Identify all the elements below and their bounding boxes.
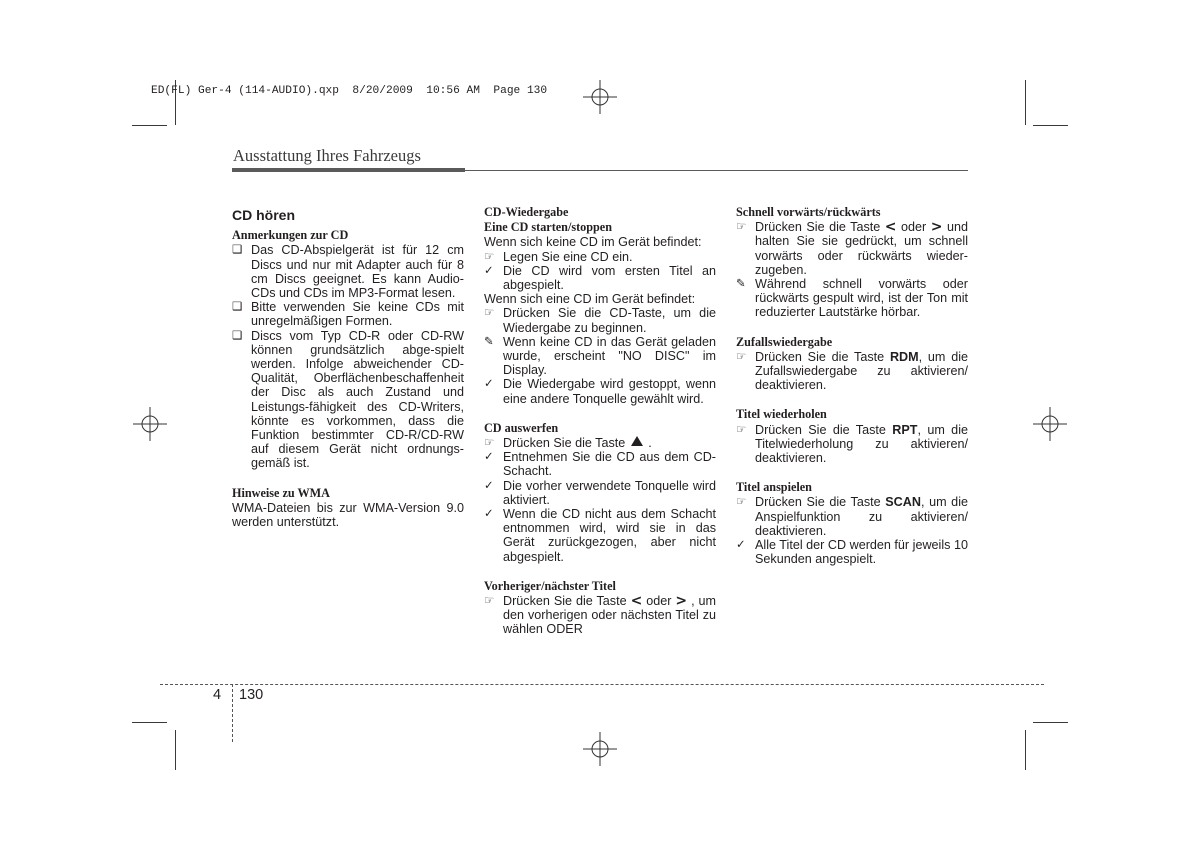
list-item: ❑ Das CD-Abspielgerät ist für 12 cm Discs und nur mit Adapter auch für 8 cm Discs geeignet. Es kann Audio-CDs und CDs im MP3-Format lesen.	[232, 243, 464, 301]
crop-mark	[1033, 125, 1068, 126]
list-item: ✓ Alle Titel der CD werden für jeweils 10 Sekunden angespielt.	[736, 538, 968, 567]
crop-mark	[175, 730, 176, 770]
crop-mark	[132, 125, 167, 126]
list-item: ❑ Discs vom Typ CD-R oder CD-RW können grundsätzlich abge-spielt werden. Infolge abweichender CD-Qualität, Oberflächenbeschaffenheit der Disc als auch Zustand und Leistungs-fähigkeit des CD-Writers, könnte es vorkommen, dass die Funktion bestimmter CD-R/CD-RW auf diesem Gerät nicht ordnungs-gemäß ist.	[232, 328, 464, 471]
list-item: ✓ Die Wiedergabe wird gestoppt, wenn eine andere Tonquelle gewählt wird.	[484, 377, 716, 406]
check-icon: ✓	[484, 264, 494, 277]
check-icon: ✓	[484, 378, 494, 391]
list-item: ❑ Bitte verwenden Sie keine CDs mit unregelmäßigen Formen.	[232, 300, 464, 329]
pointing-hand-icon: ☞	[484, 595, 495, 608]
pointing-hand-icon: ☞	[484, 250, 495, 263]
footer-divider	[232, 684, 233, 742]
column-3	[736, 205, 968, 566]
chapter-number: 4	[213, 687, 222, 703]
section-heading: Anmerkungen zur CD	[232, 228, 349, 243]
registration-mark-icon	[583, 732, 617, 766]
paragraph: Wenn sich eine CD im Gerät befindet:	[484, 292, 696, 307]
check-icon: ✓	[484, 508, 494, 521]
list-item: ☞ Drücken Sie die CD-Taste, um die Wiedergabe zu beginnen.	[484, 306, 716, 335]
check-icon: ✓	[484, 451, 494, 464]
list-item: ☞ Drücken Sie die Taste < oder > und halten Sie sie gedrückt, um schnell vorwärts oder rückwärts wieder-zugeben.	[736, 219, 969, 277]
footer-rule	[160, 684, 1044, 685]
list-item: ✓ Die CD wird vom ersten Titel an abgespielt.	[484, 263, 716, 293]
key-label: SCAN	[885, 495, 921, 510]
header-rule-thick	[232, 168, 465, 172]
pointing-hand-icon: ☞	[736, 496, 747, 509]
paragraph: Wenn sich keine CD im Gerät befindet:	[484, 235, 702, 250]
section-heading: Vorheriger/nächster Titel	[484, 578, 616, 593]
registration-mark-icon	[583, 80, 617, 114]
section-heading: Titel wiederholen	[736, 407, 827, 422]
page-header-title: Ausstattung Ihres Fahrzeugs	[233, 146, 421, 165]
section-heading: Schnell vorwärts/rückwärts	[736, 205, 881, 219]
section-title: CD hören	[232, 207, 295, 223]
pointing-hand-icon: ☞	[484, 437, 495, 450]
list-item: ✓ Entnehmen Sie die CD aus dem CD-Schacht.	[484, 450, 716, 479]
note-icon: ✎	[484, 335, 494, 348]
section-heading: Zufallswiedergabe	[736, 334, 833, 349]
key-label: RDM	[889, 349, 919, 364]
registration-mark-icon	[133, 407, 167, 441]
list-item: ☞ Drücken Sie die Taste .	[484, 436, 652, 451]
column-1	[232, 205, 464, 529]
checkbox-bullet-icon: ❑	[232, 301, 243, 314]
subsection-heading: Eine CD starten/stoppen	[484, 220, 612, 235]
list-item: ☞ Drücken Sie die Taste SCAN, um die Anspielfunktion zu aktivieren/ deaktivieren.	[736, 495, 968, 538]
crop-mark	[1025, 730, 1026, 770]
crop-mark	[1033, 722, 1068, 723]
chevron-left-icon: <	[630, 593, 643, 610]
list-item: ☞ Drücken Sie die Taste < oder > , um den vorherigen oder nächsten Titel zu wählen ODER	[484, 593, 717, 637]
list-item: ✎ Während schnell vorwärts oder rückwärts gespult wird, ist der Ton mit reduzierter Lautstärke hörbar.	[736, 277, 968, 320]
pointing-hand-icon: ☞	[736, 423, 747, 436]
list-item: ☞ Drücken Sie die Taste RPT, um die Titelwiederholung zu aktivieren/ deaktivieren.	[736, 422, 968, 466]
section-heading: CD-Wiedergabe	[484, 205, 569, 219]
pointing-hand-icon: ☞	[736, 350, 747, 363]
crop-mark	[132, 722, 167, 723]
pointing-hand-icon: ☞	[736, 221, 747, 234]
key-label: RPT	[892, 422, 918, 437]
note-icon: ✎	[736, 278, 746, 291]
checkbox-bullet-icon: ❑	[232, 329, 243, 342]
section-heading: Hinweise zu WMA	[232, 485, 330, 500]
list-item: ☞ Legen Sie eine CD ein.	[484, 249, 633, 264]
header-rule-thin	[465, 170, 968, 171]
print-slug: ED(FL) Ger-4 (114-AUDIO).qxp 8/20/2009 10:56 AM Page 130	[151, 85, 548, 97]
pointing-hand-icon: ☞	[484, 307, 495, 320]
paragraph: WMA-Dateien bis zur WMA-Version 9.0 werden unterstützt.	[232, 500, 464, 530]
eject-icon	[631, 436, 643, 446]
check-icon: ✓	[736, 539, 746, 552]
list-item: ☞ Drücken Sie die Taste RDM, um die Zufallswiedergabe zu aktivieren/ deaktivieren.	[736, 349, 968, 393]
chevron-right-icon: >	[930, 219, 943, 236]
column-2	[484, 205, 716, 637]
check-icon: ✓	[484, 479, 494, 492]
page-number: 130	[239, 687, 264, 703]
checkbox-bullet-icon: ❑	[232, 244, 243, 257]
list-item: ✎ Wenn keine CD in das Gerät geladen wurde, erscheint "NO DISC" im Display.	[484, 334, 716, 378]
chevron-right-icon: >	[675, 593, 688, 610]
chevron-left-icon: <	[884, 219, 897, 236]
list-item: ✓ Wenn die CD nicht aus dem Schacht entnommen wird, wird sie in das Gerät zurückgezogen, aber nicht abgespielt.	[484, 507, 716, 564]
registration-mark-icon	[1033, 407, 1067, 441]
list-item: ✓ Die vorher verwendete Tonquelle wird aktiviert.	[484, 478, 716, 507]
section-heading: CD auswerfen	[484, 420, 559, 435]
section-heading: Titel anspielen	[736, 480, 812, 495]
crop-mark	[1025, 80, 1026, 125]
